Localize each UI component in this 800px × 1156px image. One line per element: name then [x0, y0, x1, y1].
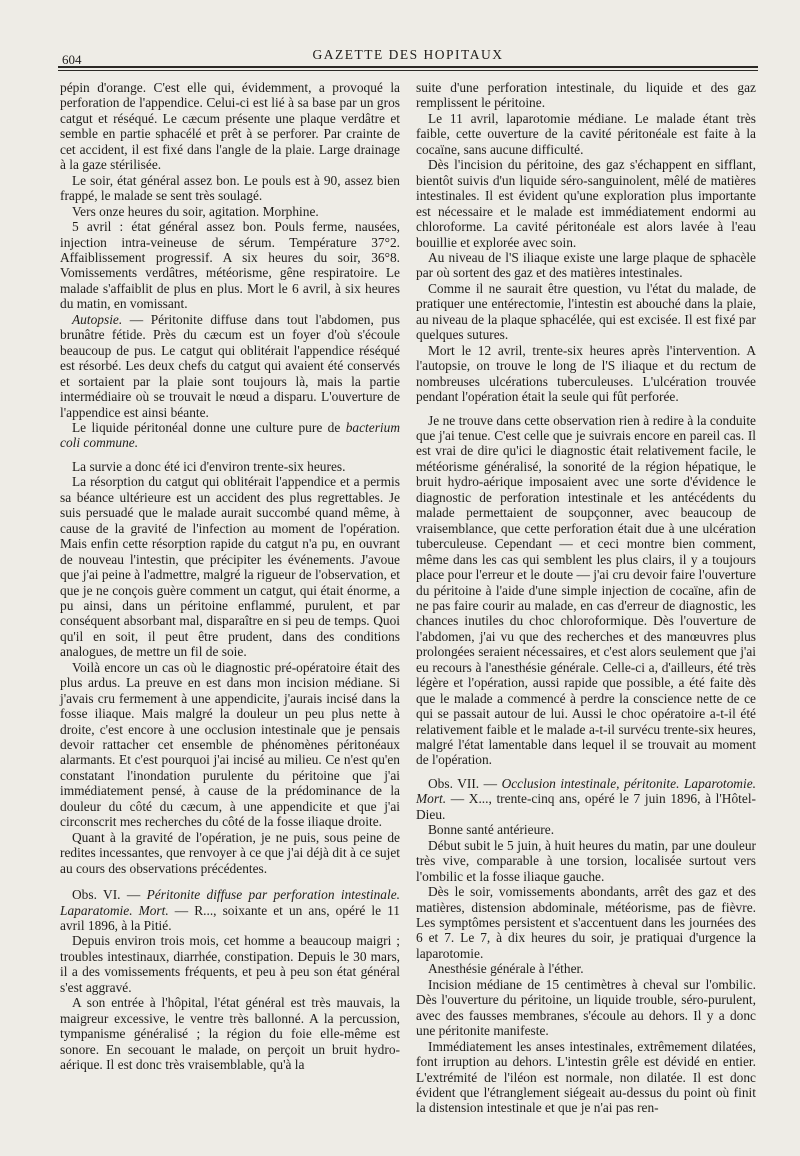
paragraph	[60, 420, 400, 451]
paragraph: Dès l'incision du péritoine, des gaz s'échappent en sifflant, bientôt suivis d'un liquide séro-sanguinolent, mêlé de matières intestinales. Il est évident qu'une exploration plus importante est nécessaire et le malade est immédiatement endormi au chloroforme. La cavité péritonéale est alors lavée à l'eau bouillie et explorée avec soin.	[416, 157, 756, 250]
paragraph: pépin d'orange. C'est elle qui, évidemment, a provoqué la perforation de l'appendice. Celui-ci est lié à sa base par un gros catgut et réséqué. Le cæcum présente une plaque verdâtre et semble en partie sphacélé et prêt à se perforer. Par crainte de cet accident, il est fixé dans l'angle de la plaie. Large drainage à la gaze stérilisée.	[60, 80, 400, 173]
paragraph: Comme il ne saurait être question, vu l'état du malade, de pratiquer une entérectomie, l'intestin est abouché dans la plaie, au niveau de la plaque sphacélée, qui est excisée. Il est fixé par quelques sutures.	[416, 280, 756, 343]
obs-label: Obs. VI.	[72, 887, 121, 903]
obs-dash: —	[479, 775, 502, 791]
page-number: 604	[62, 52, 82, 67]
autopsy-paragraph	[60, 312, 400, 420]
obs-details: — R..., soixante et un ans, opéré le 11 avril 1896, à la Pitié.	[60, 902, 401, 934]
paragraph: Mort le 12 avril, trente-six heures après l'intervention. A l'autopsie, on trouve le long de l'S iliaque et du rectum de nombreuses ulcérations tuberculeuses. L'ulcération trouvée pendant l'opération était la seule qui fût perforée.	[416, 342, 756, 405]
obs-title: Occlusion intestinale, péritonite. Laparotomie. Mort.	[416, 775, 756, 807]
paragraph: Immédiatement les anses intestinales, extrêmement dilatées, font irruption au dehors. L'intestin grêle est dévidé en entier. L'extrémité de l'iléon est normale, non dilatée. Il est donc évident que l'étranglement siégeait au-dessus du point où finit la distension intestinale et que je n'ai pas ren-	[416, 1038, 756, 1116]
paragraph: A son entrée à l'hôpital, l'état général est très mauvais, la maigreur excessive, le ventre très ballonné. A la percussion, tympanisme généralisé ; la région du foie elle-même est sonore. En secouant le malade, on perçoit un bruit hydro-aérique. Il est donc très vraisemblable, qu'à la	[60, 995, 400, 1073]
paragraph: Au niveau de l'S iliaque existe une large plaque de sphacèle par où sortent des gaz et des matières intestinales.	[416, 249, 756, 281]
obs-title: Péritonite diffuse par perforation intestinale. Laparatomie. Mort.	[60, 887, 400, 918]
paragraph: Depuis environ trois mois, cet homme a beaucoup maigri ; troubles intestinaux, diarrhée, constipation. Depuis le 30 mars, il a des vomissements fréquents, et peu à peu son état général s'est aggravé.	[60, 933, 400, 995]
obs-label: Obs. VII.	[428, 775, 480, 791]
header-rule-thin	[58, 70, 758, 71]
left-column	[60, 80, 400, 1073]
obs-dash: —	[120, 887, 147, 903]
paragraph: La résorption du catgut qui oblitérait l'appendice et a permis sa béance ultérieure est un accident des plus regrettables. Je suis persuadé que le malade aurait succombé quand même, à cause de la gravité de l'infection au moment de l'opération. Mais enfin cette résorption rapide du catgut n'a pu, en ouvrant de nouveau l'intestin, que précipiter les événements. J'avoue que j'ai peine à l'admettre, malgré la rigueur de l'observation, et que je ne conçois guère comment un catgut, qui était énorme, a pu ainsi, dans un péritoine enflammé, purulent, et par conséquent absorbant mal, disparaître en si peu de temps. Quoi qu'il en soit, il peut être prudent, dans des conditions analogues, de mettre un fil de soie.	[60, 474, 400, 660]
paragraph: Le 11 avril, laparotomie médiane. Le malade étant très faible, cette ouverture de la cavité péritonéale est faite à la cocaïne, sans aucune difficulté.	[416, 110, 756, 157]
autopsy-text: — Péritonite diffuse dans tout l'abdomen, pus brunâtre fétide. Près du cæcum est un foyer d'où s'écoule beaucoup de pus. Le catgut qui oblitérait l'appendice réséqué est résorbé. Les deux chefs du catgut qui avaient été conservés et sortaient par la plaie sont toujours là, mais la partie intermédiaire où se trouvait le nœud a disparu. L'ouverture de l'appendice est ainsi béante.	[60, 311, 400, 420]
running-header	[58, 42, 758, 67]
paragraph: Le soir, état général assez bon. Le pouls est à 90, assez bien frappé, le malade se sent très soulagé.	[60, 172, 400, 204]
obs-details: — X..., trente-cinq ans, opéré le 7 juin 1896, à l'Hôtel-Dieu.	[416, 791, 756, 822]
right-column	[416, 80, 756, 1116]
paragraph: Incision médiane de 15 centimètres à cheval sur l'ombilic. Dès l'ouverture du péritoine, un liquide trouble, séro-purulent, avec des fausses membranes, s'écoule au dehors. Il y a donc une péritonite manifeste.	[416, 976, 756, 1039]
paragraph: Voilà encore un cas où le diagnostic pré-opératoire était des plus ardus. La preuve en est dans mon incision médiane. Si j'avais cru fermement à une appendicite, j'aurais incisé dans la fosse iliaque. Mais malgré la douleur un peu plus nette à droite, c'est encore à une occlusion intestinale que je pensais devoir rattacher cet ensemble de phénomènes péritonéaux alarmants. Et c'est pourquoi j'ai incisé au milieu. Ce n'est qu'en constatant l'inondation purulente du péritoine que j'ai immédiatement pensé, à cause de la prédominance de la douleur du côté du cæcum, à une appendicite et que j'ai circonscrit mes recherches du côté de la fosse iliaque droite.	[60, 659, 400, 830]
observation-heading	[60, 887, 400, 933]
autopsy-label: Autopsie.	[72, 311, 123, 327]
paragraph: Je ne trouve dans cette observation rien à redire à la conduite que j'ai tenue. C'est celle que je suivrais encore en pareil cas. Il est vrai de dire qu'ici le diagnostic était relativement facile, le météorisme généralisé, la sonorité de la région hépatique, le bruit hydro-aérique imposaient avec une sorte d'évidence le diagnostic de perforation intestinale et les antécédents du malade permettaient de soupçonner, avec beaucoup de vraisemblance, que cette perforation était due à une ulcération tuberculeuse. Cependant — et ceci montre bien comment, même dans les cas qui semblent les plus clairs, il y a toujours place pour l'erreur et le doute — j'ai cru devoir faire l'ouverture du péritoine à l'aide d'une simple injection de cocaïne, afin de ne pas faire courir au malade, en cas d'erreur de diagnostic, les chances inutiles du choc chloroformique. Dès l'ouverture de l'abdomen, j'ai vu que des recherches et des manœuvres plus prolongées seraient nécessaires, et c'est alors seulement que j'ai eu recours à l'anesthésie générale. Celle-ci a, d'ailleurs, été très légère et l'opération, aussi rapide que possible, a été faite dès que le malade a commencé à perdre la conscience nette de ce qui se passait autour de lui. Aussi le choc opératoire a-t-il été relativement faible et le malade a-t-il survécu trente-six heures, malgré l'état lamentable dans lequel il se trouvait au moment de l'opération.	[416, 412, 756, 768]
paragraph: suite d'une perforation intestinale, du liquide et des gaz remplissent le péritoine.	[416, 80, 756, 111]
paragraph: Anesthésie générale à l'éther.	[428, 961, 584, 977]
paragraph: 5 avril : état général assez bon. Pouls ferme, nausées, injection intra-veineuse de sérum. Température 37°2. Affaiblissement progressif. A six heures du soir, 36°8. Vomissements verdâtres, météorisme, gêne respiratoire. Le malade s'affaiblit de plus en plus. Mort le 6 avril, à six heures du matin, en vomissant.	[60, 219, 400, 312]
culture-text: Le liquide péritonéal donne une culture pure de	[72, 419, 346, 435]
paragraph: Dès le soir, vomissements abondants, arrêt des gaz et des matières, distension abdominale, météorisme, pas de fièvre. Les symptômes persistent et s'accentuent dans les journées des 6 et 7. Le 7, à dix heures du soir, je pratiquai d'urgence la laparotomie.	[416, 884, 756, 961]
bacterium-name: bacterium coli commune.	[60, 419, 400, 451]
paragraph: La survie a donc été ici d'environ trente-six heures.	[72, 458, 346, 474]
journal-title: GAZETTE DES HOPITAUX	[312, 47, 504, 62]
header-rule-thick	[58, 66, 758, 68]
paragraph: Vers onze heures du soir, agitation. Morphine.	[72, 203, 319, 219]
paragraph: Quant à la gravité de l'opération, je ne puis, sous peine de redites incessantes, que renvoyer à ce que j'ai déjà dit à ce sujet au cours des observations précédentes.	[60, 829, 400, 876]
paragraph: Début subit le 5 juin, à huit heures du matin, par une douleur très vive, comparable à une torsion, localisée surtout vers l'ombilic et la fosse iliaque gauche.	[416, 837, 756, 884]
observation-heading	[416, 776, 756, 822]
paragraph: Bonne santé antérieure.	[428, 822, 555, 838]
